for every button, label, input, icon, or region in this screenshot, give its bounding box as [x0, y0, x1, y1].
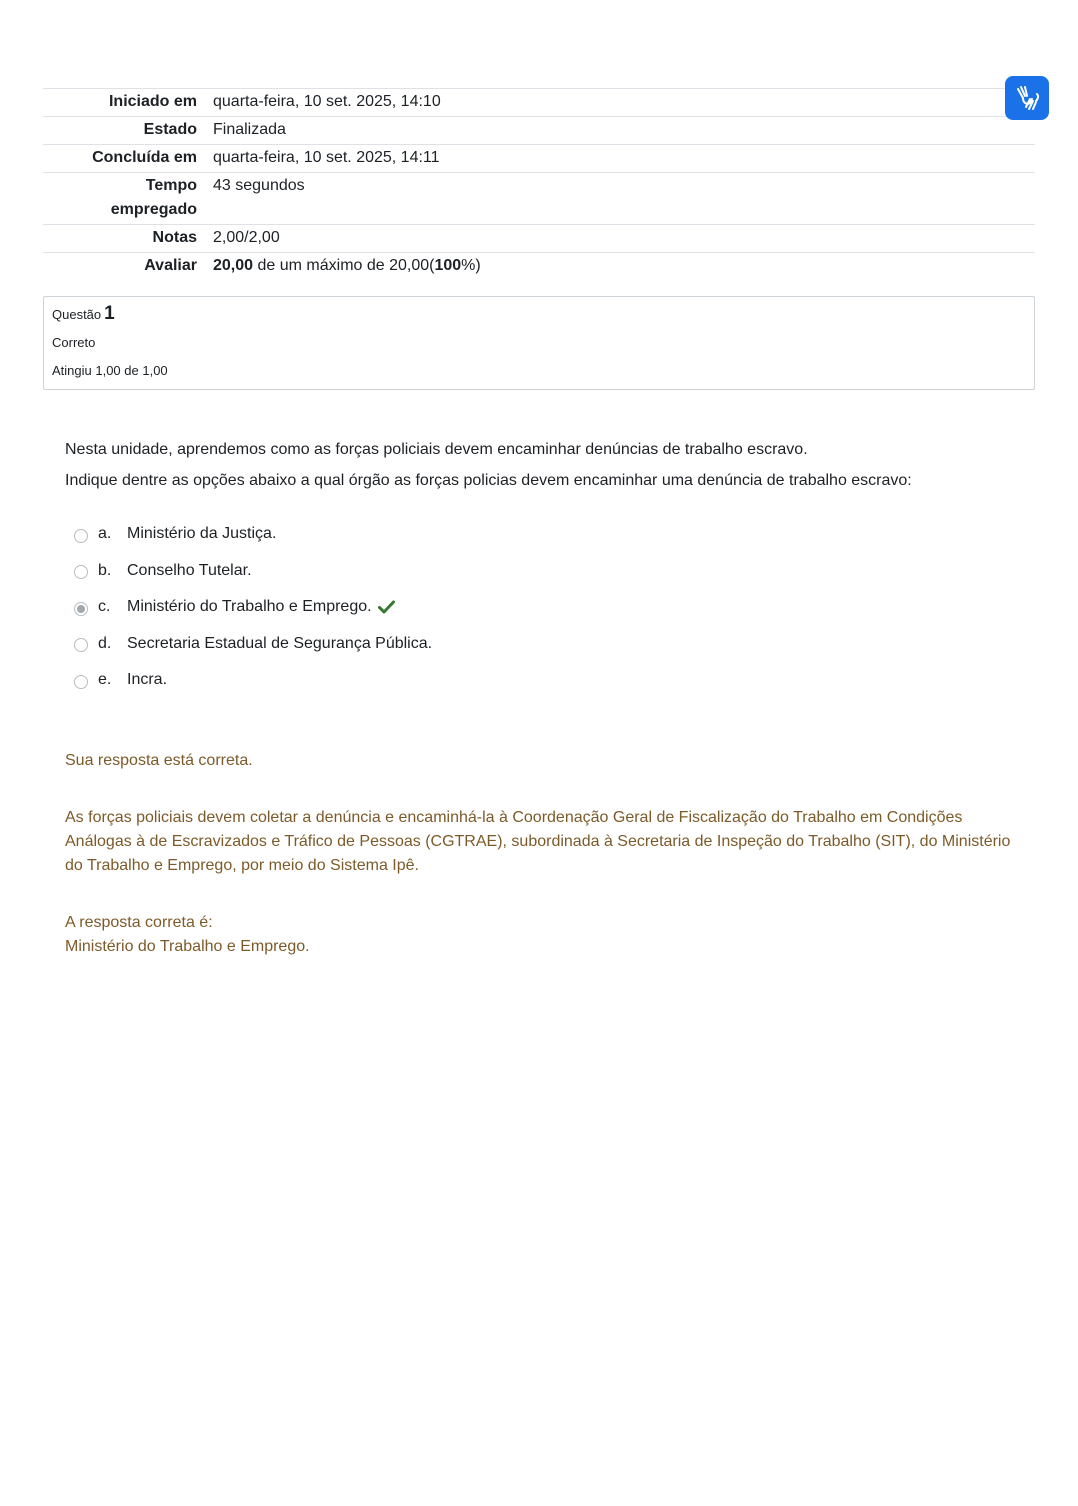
question-text-line-1: Nesta unidade, aprendemos como as forças policiais devem encaminhar denúncias de trabalho escravo.: [65, 441, 808, 458]
answer-option-c[interactable]: [74, 589, 432, 626]
option-letter-d: d.: [98, 634, 112, 652]
time-value: 43 segundos: [213, 177, 305, 194]
summary-row-started: [43, 89, 1035, 117]
question-number: [52, 303, 115, 325]
general-feedback-text: As forças policiais devem coletar a denúncia e encaminhá-la à Coordenação Geral de Fiscalização do Trabalho em Condições Análogas à de Escravizados e Tráfico de Pessoas (CGTRAE), subordinada à Secretaria de Inspeção do Trabalho (SIT), do Ministério do Trabalho e Emprego, por meio do Sistema Ipê.: [65, 809, 1011, 874]
right-answer: [65, 911, 1025, 959]
marks-value: 2,00/2,00: [213, 229, 280, 246]
radio-b[interactable]: [74, 565, 88, 579]
answer-option-d[interactable]: [74, 626, 432, 663]
option-text-b: Conselho Tutelar.: [127, 561, 252, 579]
vlibras-accessibility-button[interactable]: [1005, 76, 1049, 120]
specific-feedback: [65, 749, 1025, 773]
radio-d[interactable]: [74, 638, 88, 652]
option-text-c: Ministério do Trabalho e Emprego.: [127, 598, 372, 616]
option-letter-e: e.: [98, 671, 112, 689]
sign-language-hands-icon: [1012, 83, 1042, 113]
radio-e[interactable]: [74, 675, 88, 689]
time-label: [43, 173, 213, 225]
summary-row-completed: [43, 145, 1035, 173]
question-text: [65, 434, 1025, 496]
quiz-summary-table: [43, 88, 1035, 280]
summary-row-marks: [43, 225, 1035, 253]
grade-value: [213, 253, 1035, 281]
grade-end: %): [461, 257, 481, 274]
grade-score: 20,00: [213, 257, 254, 274]
question-state: Correto: [52, 335, 96, 350]
marks-label: Notas: [152, 229, 197, 246]
completed-label: Concluída em: [92, 149, 197, 166]
question-number-value: 1: [104, 303, 115, 324]
time-label-line-2: empregado: [110, 201, 197, 218]
summary-row-state: [43, 117, 1035, 145]
correct-check-icon: [378, 600, 395, 614]
started-label: Iniciado em: [108, 93, 197, 110]
right-answer-value: Ministério do Trabalho e Emprego.: [65, 938, 310, 955]
specific-feedback-text: Sua resposta está correta.: [65, 752, 253, 769]
state-value: Finalizada: [213, 121, 286, 138]
started-value: quarta-feira, 10 set. 2025, 14:10: [213, 93, 441, 110]
state-label: Estado: [143, 121, 197, 138]
answer-option-a[interactable]: [74, 516, 432, 553]
answer-option-e[interactable]: [74, 662, 432, 699]
option-letter-b: b.: [98, 561, 112, 579]
option-letter-a: a.: [98, 525, 112, 543]
answer-options: [74, 516, 432, 699]
question-grade: Atingiu 1,00 de 1,00: [52, 363, 168, 378]
option-text-d: Secretaria Estadual de Segurança Pública.: [127, 634, 433, 652]
question-info-box: [43, 296, 1035, 390]
grade-middle: de um máximo de 20,00(: [253, 257, 435, 274]
summary-row-time: [43, 173, 1035, 225]
answer-option-b[interactable]: [74, 553, 432, 590]
completed-value: quarta-feira, 10 set. 2025, 14:11: [213, 149, 440, 166]
question-text-line-2: Indique dentre as opções abaixo a qual órgão as forças policias devem encaminhar uma denúncia de trabalho escravo:: [65, 472, 912, 489]
summary-row-grade: [43, 253, 1035, 281]
grade-percent: 100: [434, 257, 462, 274]
option-text-e: Incra.: [127, 671, 168, 689]
grade-label: Avaliar: [144, 257, 197, 274]
general-feedback: [65, 806, 1025, 878]
option-text-a: Ministério da Justiça.: [127, 525, 277, 543]
right-answer-label: A resposta correta é:: [65, 914, 213, 931]
radio-a[interactable]: [74, 529, 88, 543]
option-letter-c: c.: [98, 598, 111, 616]
question-label: Questão: [52, 307, 102, 322]
radio-c-selected[interactable]: [74, 602, 88, 616]
time-label-line-1: Tempo: [145, 177, 197, 194]
